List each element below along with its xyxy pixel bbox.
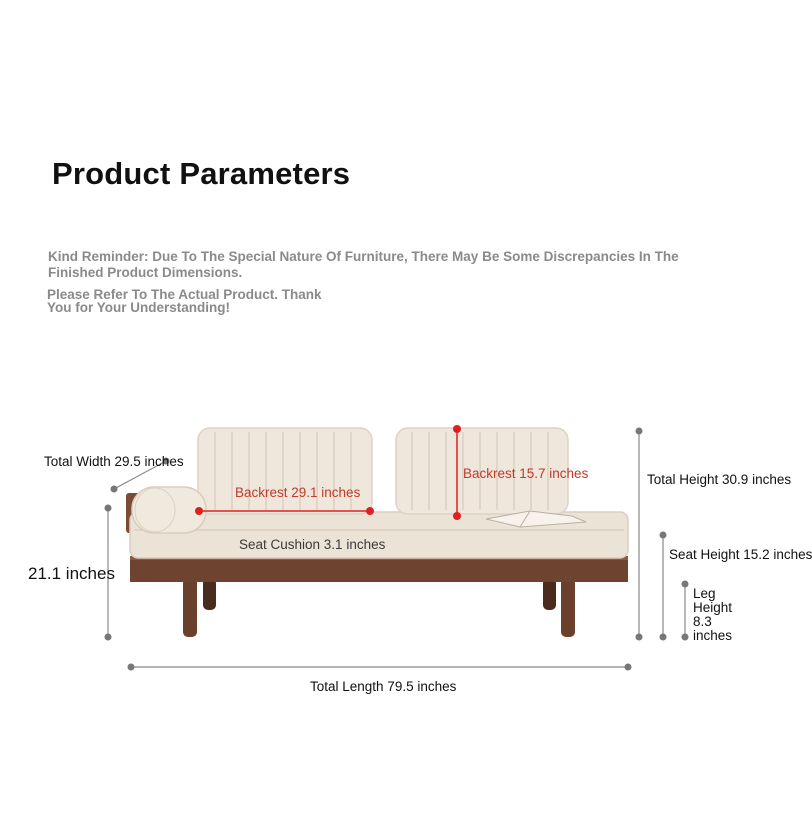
label-seat-cushion: Seat Cushion 3.1 inches [239, 537, 386, 552]
reminder-text: Kind Reminder: Due To The Special Nature Of Furniture, There May Be Some Discrepancies In The Finished Product Dimensions. [48, 249, 679, 280]
dot [453, 512, 461, 520]
sofa-leg-front-right [561, 578, 575, 637]
label-left-height: 21.1 inches [28, 564, 115, 583]
dot [366, 507, 374, 515]
label-seat-height: Seat Height 15.2 inches [669, 547, 812, 562]
backrest-left-body [198, 428, 372, 514]
page-title: Product Parameters [52, 156, 351, 191]
dot [195, 507, 203, 515]
label-total-length: Total Length 79.5 inches [310, 679, 457, 694]
sofa-legs [183, 578, 575, 637]
label-total-width: Total Width 29.5 inches [44, 454, 184, 469]
label-backrest-width: Backrest 29.1 inches [235, 485, 361, 500]
sofa-leg-back-left [203, 578, 216, 610]
label-leg-height: Leg Height 8.3 inches [693, 586, 733, 643]
dot [453, 425, 461, 433]
label-backrest-height: Backrest 15.7 inches [463, 466, 589, 481]
sofa-leg-front-left [183, 578, 197, 637]
sofa-leg-back-right [543, 578, 556, 610]
label-total-height: Total Height 30.9 inches [647, 472, 792, 487]
reminder-text-thanks: Please Refer To The Actual Product. Thank You for Your Understanding! [47, 287, 322, 315]
sofa-backrest-left [198, 428, 372, 514]
